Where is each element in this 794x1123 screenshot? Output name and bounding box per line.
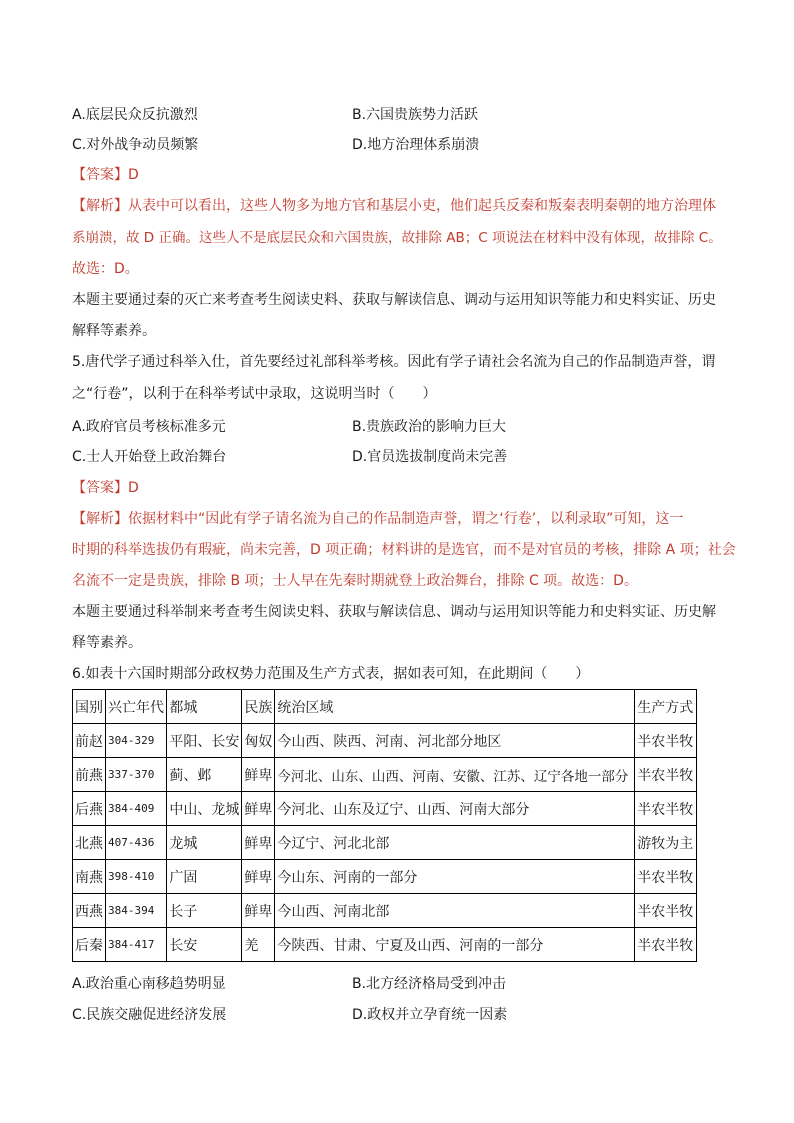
q5-summary-line-1: 本题主要通过科举制来考查考生阅读史料、获取与解读信息、调动与运用知识等能力和史料实证、历史解 <box>72 604 716 620</box>
table-cell: 半农半牧 <box>635 894 697 928</box>
table-cell: 长子 <box>167 894 242 928</box>
q6-option-b: B.北方经济格局受到冲击 <box>352 976 507 992</box>
table-header-cell: 统治区域 <box>275 690 635 724</box>
table-cell: 长安 <box>167 928 242 962</box>
q5-options-row-2 <box>72 446 722 466</box>
q5-stem-line-1: 5.唐代学子通过科举入仕，首先要经过礼部科举考核。因此有学子请社会名流为自己的作品制造声誉，谓 <box>72 354 716 370</box>
table-row <box>73 894 697 928</box>
q5-analysis-line-1 <box>72 509 683 529</box>
table-cell: 407-436 <box>106 826 167 860</box>
q4-analysis-line-2: 系崩溃，故 D 正确。这些人不是底层民众和六国贵族，故排除 AB；C 项说法在材料中没有体现，故排除 C。 <box>72 230 722 246</box>
table-cell: 平阳、长安 <box>167 724 242 758</box>
table-cell: 今山西、陕西、河南、河北部分地区 <box>275 724 635 758</box>
table-cell: 前燕 <box>73 758 106 792</box>
q5-option-b: B.贵族政治的影响力巨大 <box>352 419 507 435</box>
table-cell: 今河北、山东及辽宁、山西、河南大部分 <box>275 792 635 826</box>
table-cell: 前赵 <box>73 724 106 758</box>
table-cell: 今山东、河南的一部分 <box>275 860 635 894</box>
table-cell: 半农半牧 <box>635 928 697 962</box>
table-cell: 后秦 <box>73 928 106 962</box>
table-row <box>73 826 697 860</box>
regimes-table <box>72 689 697 962</box>
table-cell: 游牧为主 <box>635 826 697 860</box>
q6-option-d: D.政权并立孕育统一因素 <box>352 1007 508 1023</box>
table-cell: 龙城 <box>167 826 242 860</box>
table-cell: 304-329 <box>106 724 167 758</box>
q5-option-d: D.官员选拔制度尚未完善 <box>352 449 508 465</box>
q5-option-a: A.政府官员考核标准多元 <box>72 419 226 435</box>
table-cell: 今山西、河南北部 <box>275 894 635 928</box>
table-cell: 今辽宁、河北北部 <box>275 826 635 860</box>
q5-answer <box>72 478 139 498</box>
table-header-cell: 兴亡年代 <box>106 690 167 724</box>
q5-analysis-text-1: 依据材料中“因此有学子请名流为自己的作品制造声誉，谓之‘行卷’，以利录取”可知，这一 <box>128 511 684 527</box>
table-header-row <box>73 690 697 724</box>
q6-option-a: A.政治重心南移趋势明显 <box>72 976 226 992</box>
table-cell: 南燕 <box>73 860 106 894</box>
table-header-cell: 民族 <box>242 690 275 724</box>
table-cell: 398-410 <box>106 860 167 894</box>
table-cell: 北燕 <box>73 826 106 860</box>
table-row <box>73 724 697 758</box>
table-cell: 西燕 <box>73 894 106 928</box>
table-cell: 鲜卑 <box>242 758 275 792</box>
table-cell: 半农半牧 <box>635 724 697 758</box>
q5-answer-tag: 【答案】 <box>72 480 128 496</box>
table-cell: 广固 <box>167 860 242 894</box>
q4-analysis-text-1: 从表中可以看出，这些人物多为地方官和基层小吏，他们起兵反秦和叛秦表明秦朝的地方治理体 <box>128 198 716 214</box>
table-row <box>73 860 697 894</box>
q4-summary-line-1: 本题主要通过秦的灭亡来考查考生阅读史料、获取与解读信息、调动与运用知识等能力和史料实证、历史 <box>72 292 716 308</box>
q4-option-b: B.六国贵族势力活跃 <box>352 107 479 123</box>
table-cell: 后燕 <box>73 792 106 826</box>
q4-analysis-tag: 【解析】 <box>72 198 128 214</box>
q4-answer-value: D <box>128 167 139 183</box>
table-cell: 鲜卑 <box>242 894 275 928</box>
q5-analysis-line-3: 名流不一定是贵族，排除 B 项；士人早在先秦时期就登上政治舞台，排除 C 项。故选：D。 <box>72 573 638 589</box>
table-cell: 384-394 <box>106 894 167 928</box>
table-cell: 中山、龙城 <box>167 792 242 826</box>
q5-options-row-1 <box>72 416 722 436</box>
table-cell: 蓟、邺 <box>167 758 242 792</box>
table-header-cell: 都城 <box>167 690 242 724</box>
q6-options-row-2 <box>72 1004 722 1024</box>
q4-option-c: C.对外战争动员频繁 <box>72 137 199 153</box>
table-cell: 半农半牧 <box>635 860 697 894</box>
table-cell: 337-370 <box>106 758 167 792</box>
q6-option-c: C.民族交融促进经济发展 <box>72 1007 227 1023</box>
table-cell: 384-409 <box>106 792 167 826</box>
table-cell: 羌 <box>242 928 275 962</box>
table-cell: 半农半牧 <box>635 758 697 792</box>
q4-option-a: A.底层民众反抗激烈 <box>72 107 198 123</box>
table-cell: 鲜卑 <box>242 792 275 826</box>
table-row <box>73 928 697 962</box>
q4-answer-tag: 【答案】 <box>72 167 128 183</box>
table-header-cell: 国别 <box>73 690 106 724</box>
q4-answer <box>72 165 139 185</box>
q6-stem: 6.如表十六国时期部分政权势力范围及生产方式表，据如表可知，在此期间（ ） <box>72 666 590 682</box>
q4-option-d: D.地方治理体系崩溃 <box>352 137 480 153</box>
table-header-cell: 生产方式 <box>635 690 697 724</box>
q6-options-row-1 <box>72 973 722 993</box>
table-cell: 半农半牧 <box>635 792 697 826</box>
table-row <box>73 758 697 792</box>
table-cell: 鲜卑 <box>242 860 275 894</box>
q4-options-row-1 <box>72 104 722 124</box>
table-cell: 今河北、山东、山西、河南、安徽、江苏、辽宁各地一部分 <box>275 758 635 792</box>
q5-option-c: C.士人开始登上政治舞台 <box>72 449 227 465</box>
q5-analysis-line-2: 时期的科举选拔仍有瑕疵，尚未完善，D 项正确；材料讲的是选官，而不是对官员的考核，排除 A 项；社会 <box>72 542 736 558</box>
q4-analysis-line-1 <box>72 196 716 216</box>
q5-summary-line-2: 释等素养。 <box>72 635 142 651</box>
q5-answer-value: D <box>128 480 139 496</box>
table-cell: 匈奴 <box>242 724 275 758</box>
table-cell: 鲜卑 <box>242 826 275 860</box>
table-cell: 今陕西、甘肃、宁夏及山西、河南的一部分 <box>275 928 635 962</box>
q4-options-row-2 <box>72 134 722 154</box>
q5-stem-line-2: 之“行卷”，以利于在科举考试中录取，这说明当时（ ） <box>72 386 437 402</box>
q4-analysis-line-3: 故选：D。 <box>72 261 139 277</box>
table-cell: 384-417 <box>106 928 167 962</box>
table-row <box>73 792 697 826</box>
q5-analysis-tag: 【解析】 <box>72 511 128 527</box>
q4-summary-line-2: 解释等素养。 <box>72 323 156 339</box>
